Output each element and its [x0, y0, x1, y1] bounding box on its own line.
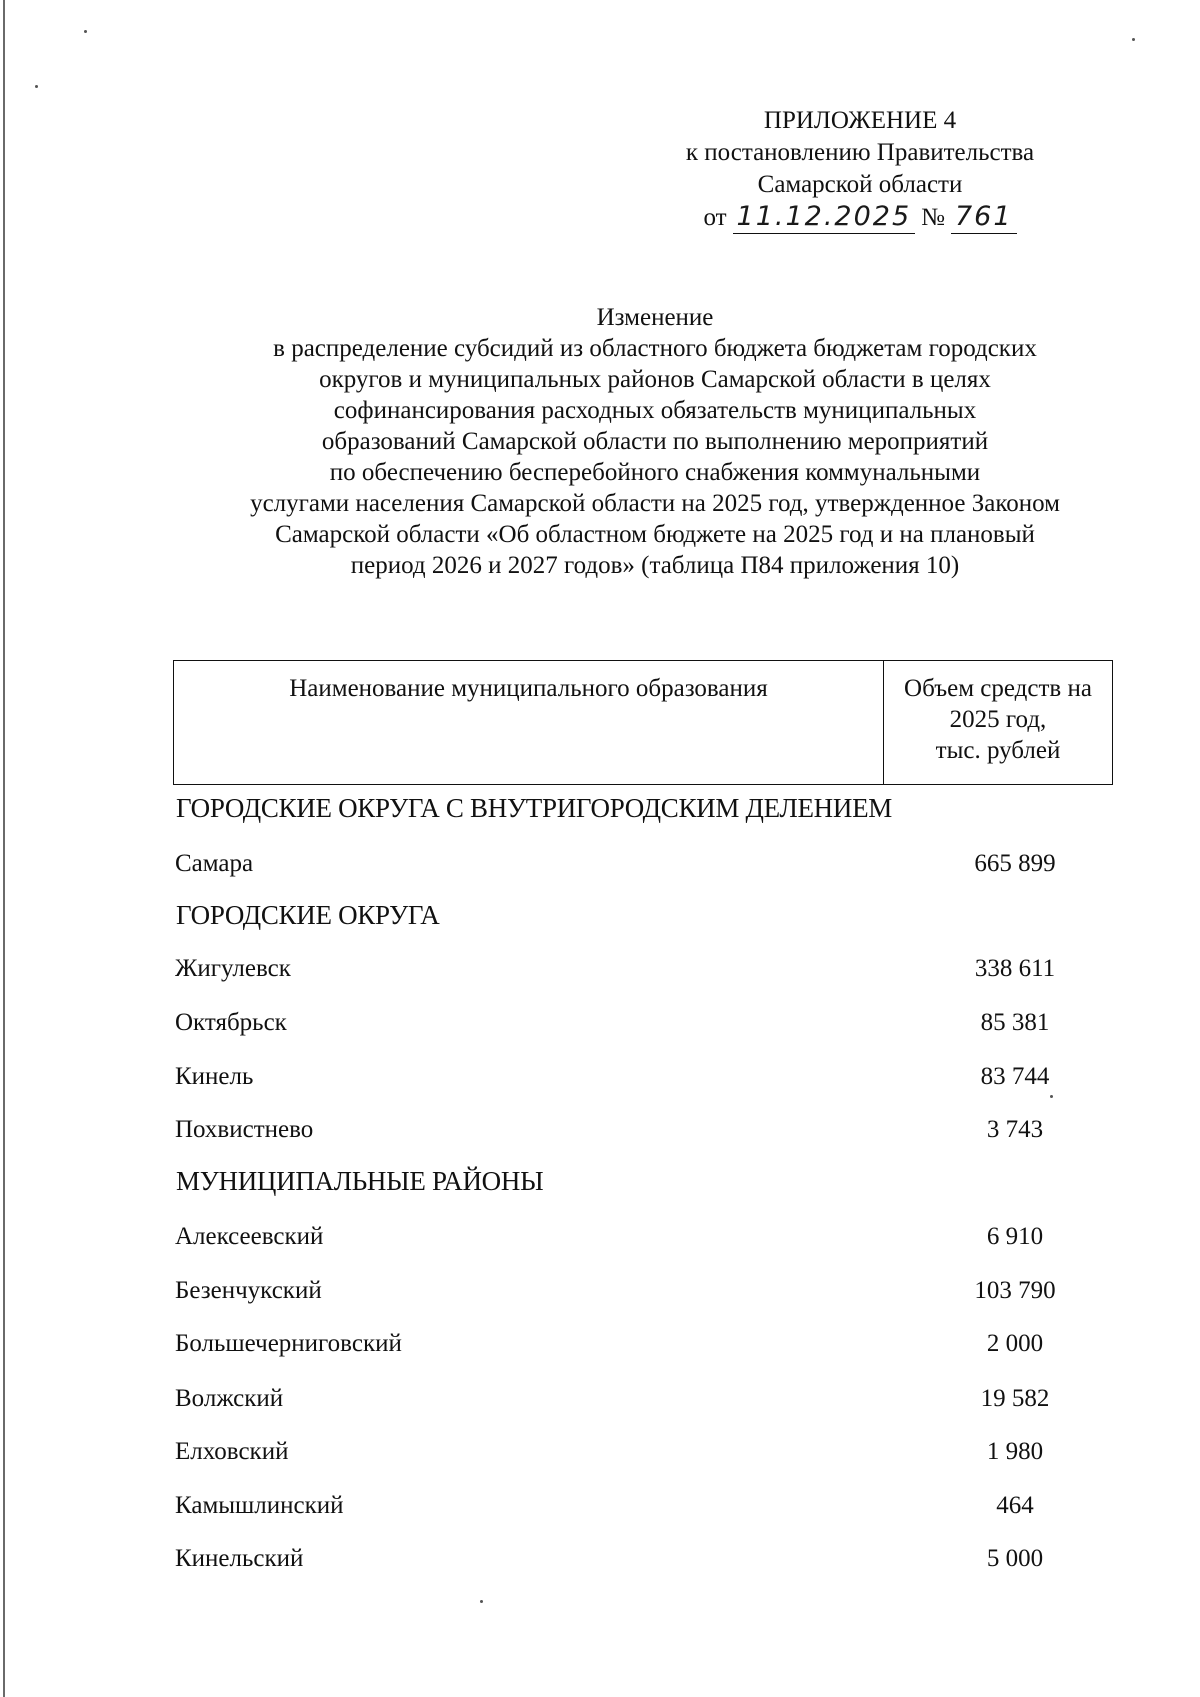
header-col-amount: [884, 661, 1113, 785]
appendix-line-2: к постановлению Правительства: [685, 139, 1035, 166]
row-value: 5 000: [986, 1545, 1044, 1572]
section-heading: МУНИЦИПАЛЬНЫЕ РАЙОНЫ: [176, 1166, 544, 1196]
number-sign: №: [921, 204, 945, 231]
title-line: услугами населения Самарской области на 2025 год, утвержденное Законом: [250, 490, 1060, 517]
row-value: 1 980: [986, 1438, 1044, 1465]
scan-speck: [84, 30, 87, 33]
header-amount-line: 2025 год,: [949, 706, 1047, 733]
scan-speck: [1050, 1095, 1053, 1098]
row-name: Октябрьск: [175, 1009, 287, 1036]
document-title: [180, 302, 1130, 581]
row-name: Волжский: [175, 1385, 284, 1412]
row-name: Камышлинский: [175, 1492, 344, 1519]
row-name: Кинельский: [175, 1545, 304, 1572]
row-name: Самара: [175, 850, 254, 877]
header-amount-line: тыс. рублей: [935, 737, 1061, 764]
header-col-name: Наименование муниципального образования: [174, 661, 884, 785]
scan-speck: [480, 1600, 483, 1603]
row-value: 464: [996, 1492, 1034, 1519]
handwritten-number: 761: [951, 201, 1017, 234]
appendix-line-3: Самарской области: [757, 171, 963, 198]
row-value: 6 910: [986, 1223, 1044, 1250]
row-value: 103 790: [974, 1277, 1056, 1304]
row-name: Елховский: [175, 1438, 289, 1465]
scan-speck: [1132, 38, 1135, 41]
title-line: Изменение: [596, 304, 714, 331]
handwritten-date: 11.12.2025: [733, 201, 916, 234]
row-value: 3 743: [986, 1116, 1044, 1143]
title-line: образований Самарской области по выполнению мероприятий: [321, 428, 989, 455]
row-value: 338 611: [974, 955, 1056, 982]
section-heading: ГОРОДСКИЕ ОКРУГА: [176, 900, 440, 930]
title-line: по обеспечению бесперебойного снабжения коммунальными: [329, 459, 981, 486]
row-value: 83 744: [980, 1063, 1050, 1090]
row-value: 665 899: [974, 850, 1056, 877]
section-heading: ГОРОДСКИЕ ОКРУГА С ВНУТРИГОРОДСКИМ ДЕЛЕНИЕМ: [176, 793, 892, 823]
title-line: период 2026 и 2027 годов» (таблица П84 приложения 10): [350, 552, 960, 579]
date-prefix: от: [703, 204, 727, 231]
row-name: Алексеевский: [175, 1223, 324, 1250]
appendix-title: ПРИЛОЖЕНИЕ 4: [763, 107, 957, 134]
row-value: 85 381: [980, 1009, 1050, 1036]
row-name: Жигулевск: [175, 955, 291, 982]
row-name: Большечерниговский: [175, 1330, 402, 1357]
row-name: Безенчукский: [175, 1277, 322, 1304]
row-value: 19 582: [980, 1385, 1050, 1412]
row-value: 2 000: [986, 1330, 1044, 1357]
scan-speck: [35, 85, 38, 88]
appendix-block: [630, 105, 1090, 234]
title-line: в распределение субсидий из областного бюджета бюджетам городских: [273, 335, 1037, 362]
table-header: [173, 660, 1113, 785]
title-line: софинансирования расходных обязательств муниципальных: [333, 397, 977, 424]
header-amount-line: Объем средств на: [904, 675, 1092, 702]
title-line: Самарской области «Об областном бюджете на 2025 год и на плановый: [275, 521, 1035, 548]
row-name: Кинель: [175, 1063, 254, 1090]
scan-edge: [3, 0, 5, 1697]
appendix-date-line: [630, 201, 1090, 234]
title-line: округов и муниципальных районов Самарской области в целях: [319, 366, 991, 393]
row-name: Похвистнево: [175, 1116, 314, 1143]
